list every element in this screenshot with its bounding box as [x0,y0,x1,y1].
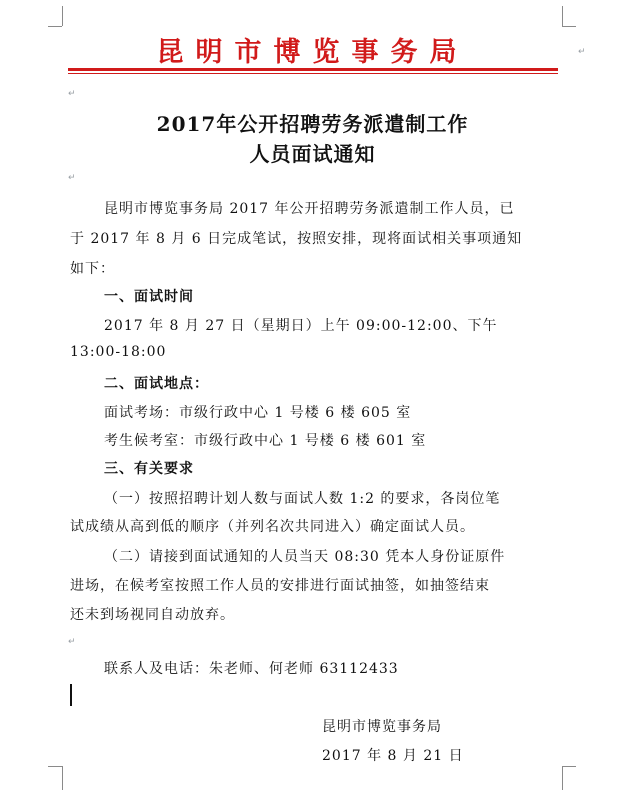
requirement-item-2: 还未到场视同自动放弃。 [70,607,235,623]
interview-time-line: 2017 年 8 月 27 日（星期日）上午 09:00-12:00、下午 [104,318,498,334]
intro-line: 昆明市博览事务局 2017 年公开招聘劳务派遣制工作人员，已 [104,201,515,217]
signature-org: 昆明市博览事务局 [322,719,442,735]
text-cursor [70,684,72,706]
document-title-line1: 2017年公开招聘劳务派遣制工作 [156,112,469,136]
document-title-line2: 人员面试通知 [249,142,376,166]
paragraph-mark-icon: ↵ [68,637,76,647]
waiting-room: 考生候考室：市级行政中心 1 号楼 6 楼 601 室 [104,433,427,449]
paragraph-mark-icon: ↵ [578,47,586,57]
interview-room: 面试考场：市级行政中心 1 号楼 6 楼 605 室 [104,405,412,421]
requirement-item-1: 试成绩从高到低的顺序（并列名次共同进入）确定面试人员。 [70,519,475,535]
paragraph-mark-icon: ↵ [68,173,76,183]
contact-info: 联系人及电话：朱老师、何老师 63112433 [104,661,399,677]
section-heading-interview-time: 一、面试时间 [104,289,194,305]
requirement-item-2: （二）请接到面试通知的人员当天 08:30 凭本人身份证原件 [104,549,506,565]
intro-line: 如下： [70,261,115,277]
requirement-item-2: 进场，在候考室按照工作人员的安排进行面试抽签，如抽签结束 [70,578,490,594]
paragraph-mark-icon: ↵ [68,89,76,99]
interview-time-line: 13:00-18:00 [70,344,167,360]
section-heading-requirements: 三、有关要求 [104,461,194,477]
signature-date: 2017 年 8 月 21 日 [322,748,464,764]
letterhead-rule-thick [68,68,558,71]
intro-line: 于 2017 年 8 月 6 日完成笔试，按照安排，现将面试相关事项通知 [70,231,523,247]
letterhead-title: 昆明市博览事务局 [156,37,469,68]
requirement-item-1: （一）按照招聘计划人数与面试人数 1:2 的要求，各岗位笔 [104,491,501,507]
letterhead-rule-thin [68,73,558,74]
section-heading-interview-location: 二、面试地点： [104,376,209,392]
